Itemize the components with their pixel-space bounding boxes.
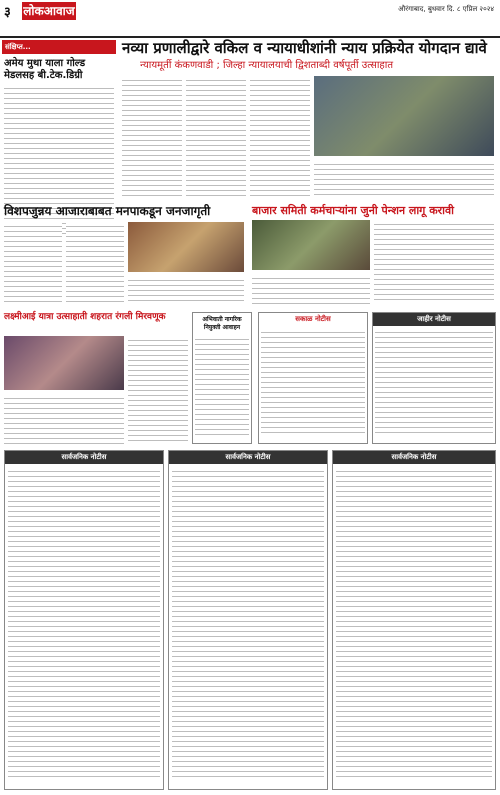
lead-body-col3 xyxy=(250,76,310,196)
bottom-notice-2-body xyxy=(172,467,324,777)
bottom-notice-1-title: सार्वजनिक नोटीस xyxy=(5,451,163,464)
masthead xyxy=(0,0,500,38)
lead-photo xyxy=(314,76,494,156)
dateline: औरंगाबाद, बुधवार दि. ८ एप्रिल २०२४ xyxy=(398,5,494,13)
bottom-notice-1-body xyxy=(8,467,160,777)
page-number: ३ xyxy=(4,5,11,20)
sidebar-story2-title: लक्ष्मीआई यात्रा उत्साहाती शहरात रंगली मिरवणूक xyxy=(4,312,166,322)
small-notice-a-title: सकाळ नोटीस xyxy=(295,315,331,323)
sidebar-story1-subtitle: मेडलसह बी.टेक.डिग्री xyxy=(4,70,83,81)
lead-body-col2 xyxy=(186,76,246,196)
procession-body xyxy=(128,336,188,444)
bishop-body-col1 xyxy=(4,222,62,304)
small-notice-a xyxy=(258,312,368,444)
small-notice-b-body xyxy=(375,328,493,436)
market-headline: बाजार समिती कर्मचाऱ्यांना जुनी पेन्शन लागू करावी xyxy=(252,204,454,217)
bottom-notice-2-title: सार्वजनिक नोटीस xyxy=(169,451,327,464)
market-body-col1 xyxy=(252,274,370,304)
market-body-col2 xyxy=(374,220,494,304)
bishop-body-col3 xyxy=(128,276,244,304)
appeal-body xyxy=(195,335,249,435)
appeal-notice xyxy=(192,312,252,444)
bishop-body-col2 xyxy=(66,222,124,304)
bottom-notice-1 xyxy=(4,450,164,790)
bottom-notice-3-body xyxy=(336,467,492,777)
bottom-notice-3-title: सार्वजनिक नोटीस xyxy=(333,451,495,464)
bottom-notice-2 xyxy=(168,450,328,790)
bishop-headline: विशपजुन्नय आजाराबाबत मनपाकडून जनजागृती xyxy=(4,204,211,218)
appeal-title: अभिवाती नागरिक नियुक्ती आवाहन xyxy=(202,316,242,331)
procession-photo xyxy=(4,336,124,390)
bottom-notice-3 xyxy=(332,450,496,790)
market-photo xyxy=(252,220,370,270)
newspaper-logo: लोकआवाज xyxy=(23,4,75,18)
small-notice-b xyxy=(372,312,496,444)
small-notice-b-title: जाहीर नोटीस xyxy=(373,313,495,326)
lead-body-col4 xyxy=(314,160,494,196)
bishop-photo xyxy=(128,222,244,272)
lead-subhead: न्यायमूर्ती कंकणवाडी ; जिल्हा न्यायालयाची द्विशताब्दी वर्षपूर्ती उत्साहात xyxy=(140,60,394,71)
lead-body-col1 xyxy=(122,76,182,196)
sidebar-heading: संक्षिप्त... xyxy=(2,40,116,54)
lead-headline: नव्या प्रणालीद्वारे वकिल व न्यायाधीशांनी न्याय प्रक्रियेत योगदान द्यावे xyxy=(122,39,487,57)
small-notice-a-body xyxy=(261,328,365,436)
sidebar-story1-title: अमेय मुथा याला गोल्ड xyxy=(4,58,86,69)
procession-body-2 xyxy=(4,394,124,444)
